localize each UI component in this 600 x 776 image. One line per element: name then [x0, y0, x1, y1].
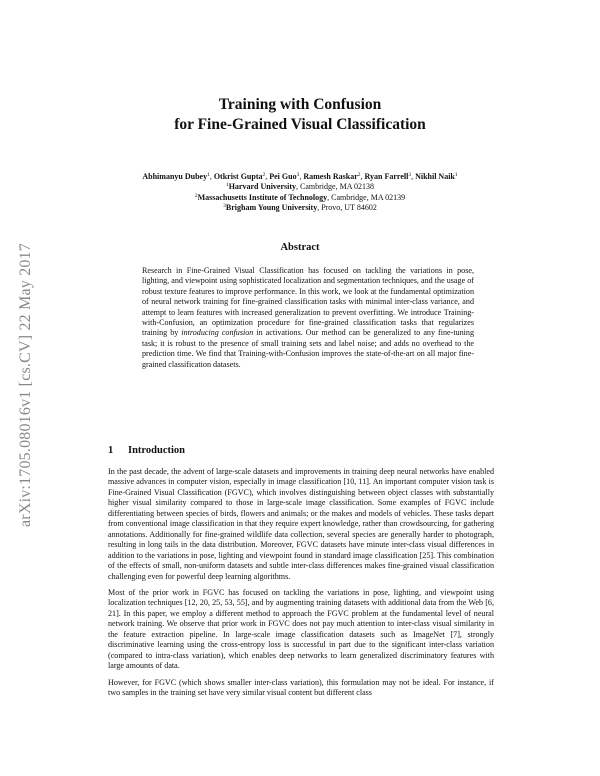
- title-line-2: for Fine-Grained Visual Classification: [174, 116, 426, 133]
- abstract-heading: Abstract: [280, 242, 320, 253]
- paragraph: Most of the prior work in FGVC has focused on tackling the variations in pose, lighting, and viewpoint using localization techniques [12, 20, 25, 53, 55], and by augmenting training datasets with additional data from the Web [6, 21]. In this paper, we employ a different method to approach the FGVC problem at the fundamental level of neural network training. We observe that prior work in FGVC does not pay much attention to inter-class visual similarity in the feature extraction pipeline. In large-scale image classification datasets such as ImageNet [7], strongly discriminative learning using the cross-entropy loss is successful in part due to the significant inter-class variation (compared to intra-class variation), which enables deep networks to learn generalized discriminatory features with large amounts of data.: [108, 587, 494, 671]
- author-block: [0, 172, 600, 214]
- author-name: Ramesh Raskar: [303, 172, 358, 181]
- institution-name: Harvard University: [228, 182, 297, 192]
- institution-name: Massachusetts Institute of Technology: [197, 192, 328, 202]
- author-name: Pei Guo: [269, 172, 297, 181]
- section-title: Introduction: [128, 445, 185, 456]
- abstract-emphasis: introducing confusion: [181, 328, 254, 338]
- institution-location: , Cambridge, MA 02139: [327, 192, 406, 202]
- introduction-body: [108, 467, 494, 705]
- abstract-text: Research in Fine-Grained Visual Classification has focused on tackling the variations in pose, lighting, and viewpoint using sophisticated localization and segmentation techniques, and the usage of robust texture features to improve performance. In this work, we look at the fundamental optimization of neural network training for fine-grained classification tasks with minimal inter-class variance, and attempt to learn features with increased generalization to prevent overfitting. We introduce Training-with-Confusion, an optimization procedure for fine-grained classification tasks that regularizes training by introducing confusion in activations. Our method can be generalized to any fine-tuning task; it is robust to the presence of small training sets and label noise; and adds no overhead to the prediction time. We find that Training-with-Confusion improves the state-of-the-art on all major fine-grained classification datasets.: [142, 266, 475, 369]
- institution-location: , Cambridge, MA 02138: [296, 182, 375, 192]
- affiliation-line: $^3$Brigham Young University, Provo, UT 84602: [223, 203, 377, 213]
- paper-title: [0, 95, 600, 135]
- author-affiliation-mark: 1: [454, 172, 458, 178]
- affiliation-line: $^1$Harvard University, Cambridge, MA 02138: [225, 182, 375, 192]
- paragraph: In the past decade, the advent of large-scale datasets and improvements in training deep neural networks have enabled massive advances in computer vision, especially in image classification [10, 11]. An important computer vision task is Fine-Grained Visual Classification (FGVC), which involves distinguishing between object classes with substantially higher visual similarity compared to those in large-scale image classification. Some examples of FGVC include differentiating between species of birds, flowers and animals; or the makes and models of vehicles. These tasks depart from conventional image classification in that they require expert knowledge, rather than crowdsourcing, for gathering annotations. Additionally for fine-grained wildlife data collection, several species are generally harder to photograph, resulting in long tails in the data distribution. Moreover, FGVC datasets have minute inter-class visual differences in addition to the variations in pose, lighting and viewpoint found in standard image classification [25]. This combination of the effects of small, non-uniform datasets and subtle inter-class differences makes fine-grained visual classification challenging even for powerful deep learning algorithms.: [108, 467, 494, 581]
- institution-name: Brigham Young University: [225, 203, 318, 213]
- author-affiliation-mark: 2: [262, 172, 266, 178]
- author-name: Abhimanyu Dubey: [142, 172, 208, 181]
- institution-location: , Provo, UT 84602: [317, 203, 377, 213]
- author-name: Otkrist Gupta: [213, 172, 263, 181]
- author-affiliation-mark: 3: [408, 172, 412, 178]
- author-affiliation-mark: 3: [296, 172, 300, 178]
- author-list: Abhimanyu Dubey$^1$, Otkrist Gupta$^2$, Pei Guo$^3$, Ramesh Raskar$^2$, Ryan Farrell$^3$, Nikhil Naik$^1$: [142, 172, 458, 181]
- arxiv-sidebar: [4, 210, 48, 560]
- paragraph: However, for FGVC (which shows smaller inter-class variation), this formulation may not be ideal. For instance, if two samples in the training set have very similar visual content but different class: [108, 677, 494, 698]
- author-name: Nikhil Naik: [415, 172, 455, 181]
- section-number: 1: [108, 445, 114, 456]
- arxiv-identifier: arXiv:1705.08016v1 [cs.CV] 22 May 2017: [17, 242, 35, 528]
- affiliation-line: $^2$Massachusetts Institute of Technology, Cambridge, MA 02139: [194, 192, 406, 202]
- section-heading-introduction: [108, 445, 508, 456]
- author-name: Ryan Farrell: [364, 172, 409, 181]
- author-affiliation-mark: 1: [207, 172, 210, 178]
- title-line-1: Training with Confusion: [218, 96, 382, 113]
- author-affiliation-mark: 2: [357, 172, 361, 178]
